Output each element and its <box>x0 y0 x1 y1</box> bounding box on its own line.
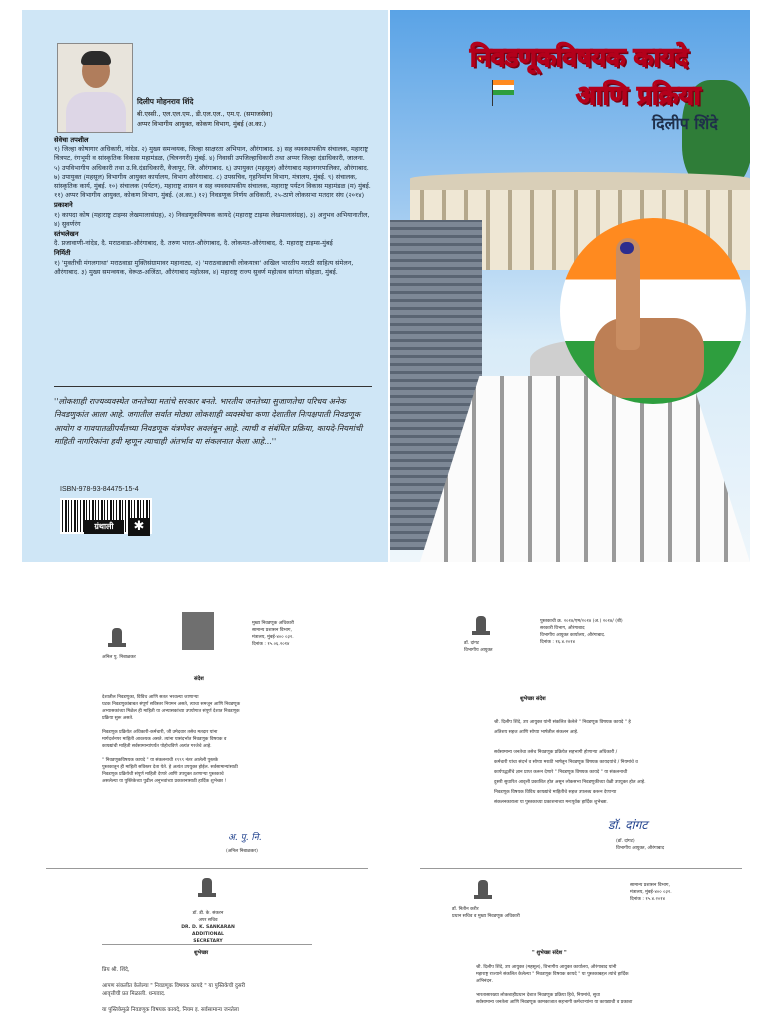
letter-sender: डॉ. नितीन करीर प्रधान सचिव व मुख्य निवडणूक अधिकारी <box>452 907 520 919</box>
signatory-name: (डॉ. दांगट) विभागीय आयुक्त, औरंगाबाद <box>616 839 665 851</box>
letter-message-2 <box>420 610 742 866</box>
back-cover-quote: ''लोकशाही राज्यव्यवस्थेत जनतेच्या मतांचे सरकार बनते. भारतीय जनतेच्या सुजाणतेचा परिचय अनेक निवडणुकांत आला आहे. जगातील सर्वात मोठ्या लोकशाही व्यवस्थेचा कणा देशातील निःपक्षपाती निवडणूक आयोग व गावपातळीपर्यंतच्या निवडणूक यंत्रणेवर अवलंबून आहे. त्याची व संबंधित प्रक्रिया, कायदे-नियमांची माहिती नागरिकांना हवी म्हणून त्याचाही अंतर्भाव या संकलनात केला आहे...'' <box>54 396 363 446</box>
bio-text-productions: १) 'मुक्तीची मंगलगाथा' मराठवाडा मुक्तिसंग्रामावर महानाट्य, २) 'मराठवाड्याची लोकयात्रा' अखिल भारतीय मराठी साहित्य संमेलन, औरंगाबाद. ३) मुख्य समन्वयक, वेरूळ-अजिंठा, औरंगाबाद महोत्सव, ४) महाराष्ट्र राज्य सुवर्ण महोत्सव सांगता सोहळा, मुंबई. <box>54 258 354 276</box>
letter-message-4 <box>420 872 742 1024</box>
author-name: दिलीप मोहनराव शिंदे <box>137 97 194 106</box>
divider <box>420 868 742 869</box>
letter-address: पुस्तकाची क्र. २०१४/एम/२०१४ (अ.) २०१४/ (बी) सरकारी विभाग, औरंगाबाद विभागीय आयुक्त कार्यालय, औरंगाबाद. दिनांक : १६.४.२०१४ <box>540 619 623 645</box>
signature: अ. पु. नि. <box>228 833 262 843</box>
isbn-text: ISBN-978-93-84475-15-4 <box>60 486 139 493</box>
flag-icon <box>492 80 514 95</box>
letter-sender: डॉ. दांगट विभागीय आयुक्त <box>464 641 493 653</box>
sender-photo <box>182 612 214 650</box>
letter-message-1 <box>46 598 368 866</box>
author-post: अप्पर विभागीय आयुक्त, कोकण विभाग, मुंबई (अ.का.) <box>137 120 267 128</box>
letter-message-3 <box>46 872 368 1024</box>
author-degrees: बी.एस्सी., एल.एल.एम., डी.एल.एल., एम.ए. (समाजसेवा) <box>137 110 273 118</box>
author-photo <box>57 43 133 133</box>
cover-author-name: दिलीप शिंदे <box>652 114 718 133</box>
letter-body: श्री. दिलीप शिंदे, उप आयुक्त यांनी संकलित केलेले " निवडणूक विषयक कायदे " हे अतिशय सहज आणि सोप्या भाषेतील संकलन आहे. सर्वसामान्य जनतेचा तसेच निवडणूक प्रक्रियेत सहभागी होणाऱ्या अधिकारी / कर्मचारी यांचा संदर्भ व सोप्या मराठी भाषेतून निवडणूक विषयक कायदयांचे / नियमांचे व कार्यपद्धतींचे ज्ञान प्राप्त करून देणारे " निवडणूक विषयक कायदे " या संकलनाची दुसरी सुधारित आवृत्ती प्रकाशित होत असून लोकसभा निवडणुकीच्या वेळी उपयुक्त होत आहे. निवडणूक विषयक विविध कायद्यांचे माहितीचे सहज उपलब्ध करून देणाऱ्या संकलनकाराला या पुस्तकाच्या प्रकाशनाच्या मनःपूर्वक हार्दिक शुभेच्छा. <box>494 720 646 805</box>
letter-title: " शुभेच्छा संदेश " <box>532 950 567 956</box>
bio-heading-service: सेवेचा तपशील <box>54 136 89 144</box>
letter-title: संदेश <box>194 676 204 682</box>
bio-text-service: १) जिल्हा कोषागार अधिकारी, नांदेड. २) मुख्य समन्वयक, जिल्हा साक्षरता अभियान, औरंगाबाद. ३) सह व्यवस्थापकीय संचालक, महाराष्ट्र चित्रपट, रंगभूमी व सांस्कृतिक विकास महामंडळ, (चित्रनगरी) मुंबई. ४) निवासी उपजिल्हाधिकारी तथा अप्पर जिल्हा दंडाधिकारी, जालना. ५) उपविभागीय अधिकारी तथा उ.वि.दंडाधिकारी, वैजापूर, जि. औरंगाबाद. ६) उपायुक्त (महसूल) औरंगाबाद महानगरपालिका, औरंगाबाद. ७) उपायुक्त (महसूल) विभागीय आयुक्त कार्यालय, विभाग औरंगाबाद. ८) उपसचिव, गृहनिर्माण विभाग, मंत्रालय, मुंबई. ९) संचालक, सांस्कृतिक कार्य, मुंबई. १०) संचालक (पर्यटन), महाराष्ट्र शासन व सह व्यवस्थापकीय संचालक, महाराष्ट्र पर्यटन विकास महामंडळ (म) मुंबई. ११) अप्पर विभागीय आयुक्त, कोकण विभाग, मुंबई. (अ.का.) १२) निवडणूक निर्णय अधिकारी, २५-ठाणे लोकसभा मतदार संघ (२०१४) <box>54 145 371 200</box>
publisher-mark-icon: ✱ <box>128 518 150 536</box>
divider <box>46 868 368 869</box>
book-title-line-2: आणि प्रक्रिया <box>576 81 701 111</box>
letter-sender: अनिल पु. निबाळकर <box>102 655 136 660</box>
front-cover <box>390 10 750 562</box>
bio-heading-productions: निर्मिती <box>54 249 71 258</box>
emblem-icon <box>106 626 128 650</box>
back-cover <box>22 10 388 562</box>
emblem-icon <box>470 614 492 638</box>
author-bio <box>54 136 372 278</box>
divider <box>54 386 372 387</box>
signature: डॉ. दांगट <box>608 818 648 832</box>
letter-sender: डॉ. डी. के. संकरन अपर सचिव DR. D. K. SANKARAN ADDITIONAL SECRETARY <box>181 911 235 944</box>
publisher-logo: ग्रंथाली <box>84 520 124 534</box>
letter-body: देशातील निवडणुका, विविध आणि सतत भरवल्या जाणाऱ्या घटक निवडणुकांबाबत संपूर्ण सविस्तर नियमन असते, त्याचा समजून आणि निवडणूक अभ्यासकांच्या मिळेल ही माहिती या अभ्यासकांच्या उपयोगात संपूर्ण देशात निवडणूक प्रक्रिया सुरू असते. निवडणूक प्रक्रियेत अधिकारी-कर्मचारी, जी उमेदवार तसेच मतदार यांना मार्गदर्शनपर माहिती आवश्यक असते. त्यांना यासंदर्भात निवडणूक विषयक व कायद्यांची माहिती सर्वसामान्यांपर्यंत पोहोचविणे अत्यंत गरजेचे आहे. " निवडणूकविषयक कायदे " या संकलनाची १९९९ नंतर आलेली पुस्तके पुस्तकातून ही माहिती सविस्तर देता येते. हे अत्यंत उपयुक्त होईल. सर्वसामान्यांसाठी निवडणूक प्रक्रियेची संपूर्ण माहिती देणारे आणि उपयुक्त ठरणाऱ्या पुस्तकाचे असलेल्या या पुस्तिकेच्या पुढील अनुभवांच्या प्रकाशनासाठी हार्दिक शुभेच्छा ! <box>102 695 241 784</box>
emblem-icon <box>472 878 494 902</box>
letter-body: प्रिय श्री. शिंदे, आपण संकलीत केलेल्या " निवडणूक विषयक कायदे " या पुस्तिकेची दुसरी आवृत्तीची प्रत मिळाली. धन्यवाद. या पुस्तिकेमुळे निवडणूक विषयक कायदे, नियम इ. सर्वसामान्य जनतेला <box>102 967 246 1013</box>
header-rule <box>102 944 312 945</box>
letter-address: मुख्य निवडणूक अधिकारी सामान्य प्रशासन विभाग, मंत्रालय, मुंबई-४०० ०३२. दिनांक : १५.०६.२०१४ <box>252 621 294 647</box>
letter-title: शुभेच्छा संदेश <box>520 696 546 702</box>
bio-heading-columns: स्तंभलेखन <box>54 230 79 239</box>
book-title-line-1: निवडणूकविषयक कायदे <box>470 43 688 73</box>
letter-address: सामान्य प्रशासन विभाग, मंत्रालय, मुंबई-४०० ०३२. दिनांक : १५.४.२०१४ <box>630 883 672 902</box>
letter-body: श्री. दिलीप शिंदे, उप आयुक्त (महसूल), विभागीय आयुक्त कार्यालय, औरंगाबाद यांनी महाराष्ट्र राज्याने संकलित केलेल्या " निवडणूक विषयक कायदे " या पुस्तकाबद्दल त्यांचे हार्दिक अभिनंदन. भारतासारख्या लोकशाहीप्रधान देशात निवडणूक प्रक्रिया हिचे, नियमांचे, सुधा सर्वसामान्य जनतेला आणि निवडणूक कामकाजात सहभागी कर्मचाऱ्यांना या कायद्याची व प्रकाशा <box>476 965 633 1005</box>
bio-text-publications: १) कायदा कोष (महाराष्ट्र टाइम्स लेखमालासंग्रह), २) निवडणूकविषयक कायदे (महाराष्ट्र टाइम्स लेखमालासंग्रह), ३) अनुभव अभियानातील, ४) सुवर्णरंग <box>54 210 370 228</box>
voter-finger-image <box>560 218 746 404</box>
letter-title: शुभेच्छा <box>194 950 209 956</box>
bio-heading-publications: प्रकाशने <box>54 201 73 210</box>
signatory-name: (अनिल निबाळकर) <box>226 849 258 854</box>
emblem-icon <box>196 876 218 900</box>
bio-text-columns: दै. प्रजावाणी-नांदेड, दै. मराठवाडा-औरंगाबाद, दै. तरुण भारत-औरंगाबाद, दै. लोकमत-औरंगाबाद, दै. महाराष्ट्र टाइम्स-मुंबई <box>54 239 333 248</box>
